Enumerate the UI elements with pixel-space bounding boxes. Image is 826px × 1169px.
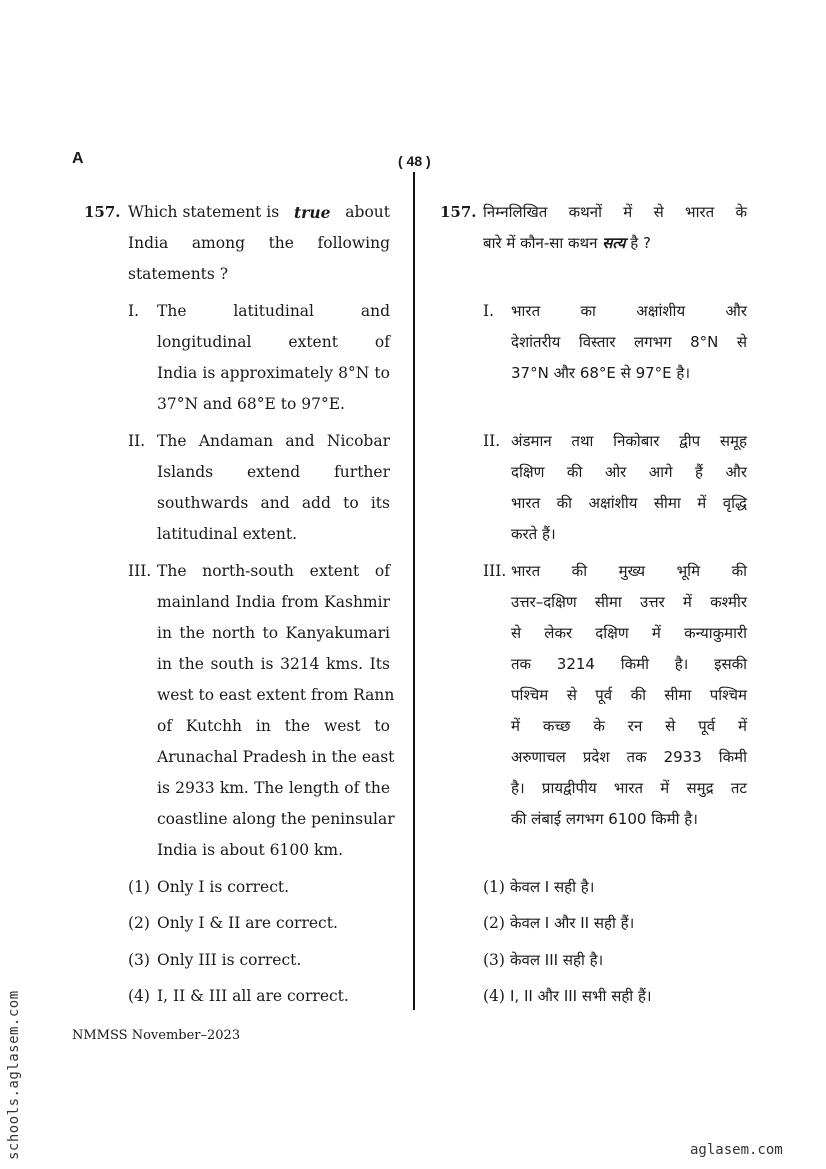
bottom-watermark: aglasem.com <box>690 1142 783 1158</box>
statement-text: अंडमान तथा निकोबार द्वीप समूह दक्षिण की ओर आगे हैं और भारत की अक्षांशीय सीमा में वृद्धि करते हैं। <box>511 432 747 543</box>
statement-text: The Andaman and Nicobar Islands extend further southwards and add to its latitudinal extent. <box>157 432 390 543</box>
emphasis-true: true <box>294 203 331 222</box>
question-stem: निम्नलिखित कथनों में से भारत के बारे में कौन-सा कथन सत्य है ? <box>483 203 747 252</box>
set-label: A <box>72 150 84 167</box>
option-1: (1) केवल I सही है। <box>483 878 595 896</box>
side-watermark: schools.aglasem.com <box>6 990 22 1160</box>
statement-roman: I. <box>483 302 495 320</box>
question-number: 157. <box>440 203 477 221</box>
emphasis-satya: सत्य <box>602 234 626 252</box>
option-3: (3) केवल III सही है। <box>483 951 604 969</box>
statement-roman: III. <box>128 562 152 580</box>
option-4: (4) I, II & III all are correct. <box>128 987 349 1005</box>
option-3: (3) Only III is correct. <box>128 951 302 969</box>
statement-text: भारत की मुख्य भूमि की उत्तर–दक्षिण सीमा उत्तर में कश्मीर से लेकर दक्षिण में कन्याकुमारी तक 3214 किमी है। इसकी पश्चिम से पूर्व की सीमा पश्चिम में कच्छ के रन से पूर्व में अरुणाचल प्रदेश तक 2933 किमी है। प्रायद्वीपीय भारत में समुद्र तट की लंबाई लगभग 6100 किमी है। <box>511 562 747 828</box>
column-divider <box>413 172 415 1010</box>
question-stem: Which statement is true about India among the following statements ? <box>128 203 390 283</box>
option-4: (4) I, II और III सभी सही हैं। <box>483 987 652 1005</box>
statement-text: The latitudinal and longitudinal extent of India is approximately 8°N to 37°N and 68°E to 97°E. <box>157 302 390 413</box>
statement-text: The north-south extent of mainland India from Kashmir in the north to Kanyakumari in the south is 3214 kms. Its west to east extent from Rann of Kutchh in the west to Arunachal Pradesh in the east is 2933 km. The length of the coastline along the peninsular India is about 6100 km. <box>157 562 395 859</box>
option-2: (2) Only I & II are correct. <box>128 914 338 932</box>
question-number: 157. <box>84 203 121 221</box>
statement-roman: II. <box>128 432 146 450</box>
statement-text: भारत का अक्षांशीय और देशांतरीय विस्तार लगभग 8°N से 37°N और 68°E से 97°E है। <box>511 302 747 382</box>
option-2: (2) केवल I और II सही हैं। <box>483 914 635 932</box>
statement-roman: I. <box>128 302 140 320</box>
statement-roman: II. <box>483 432 501 450</box>
option-1: (1) Only I is correct. <box>128 878 290 896</box>
statement-roman: III. <box>483 562 507 580</box>
footer-exam-name: NMMSS November–2023 <box>72 1028 241 1043</box>
page-number: ( 48 ) <box>398 153 431 169</box>
